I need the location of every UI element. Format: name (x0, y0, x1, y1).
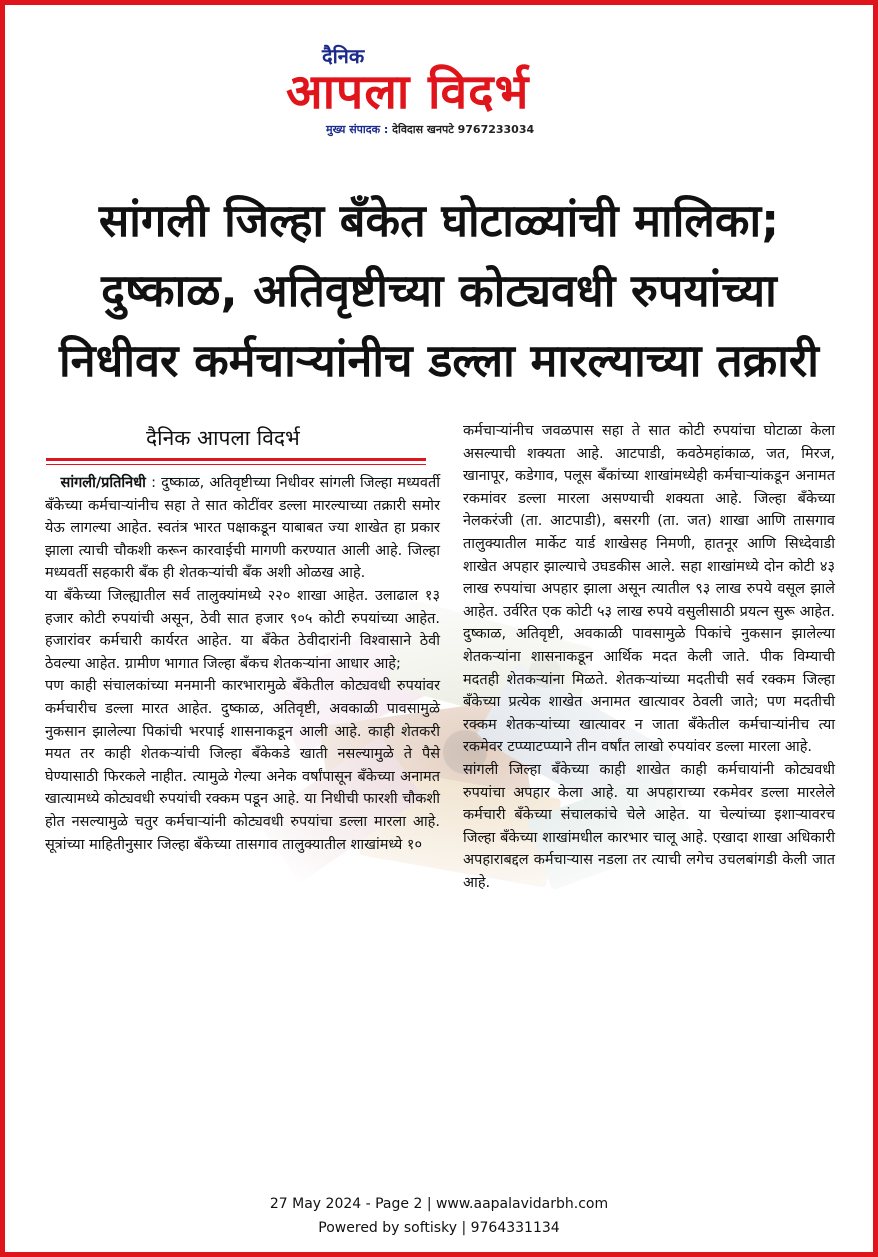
byline-rule (46, 458, 426, 461)
headline-line-1: सांगली जिल्हा बँकेत घोटाळ्यांची मालिका; (98, 194, 780, 247)
headline-line-3: निधीवर कर्मचाऱ्यांनीच डल्ला मारल्याच्या तक्रारी (59, 334, 819, 387)
paragraph (45, 472, 440, 585)
dateline: सांगली/प्रतिनिधी (60, 475, 146, 491)
headline (40, 186, 838, 396)
article-right-column (463, 420, 835, 894)
byline-rule-thin (46, 464, 426, 465)
footer-powered-by: Powered by softisky | 9764331134 (318, 1220, 560, 1236)
headline-line-2: दुष्काळ, अतिवृष्टीच्या कोट्यवधी रुपयांच्या (101, 264, 777, 317)
paragraph: या बँकेच्या जिल्ह्यातील सर्व तालुक्यांमध्ये २२० शाखा आहेत. उलाढाल १३ हजार कोटी रुपयांची असून, ठेवी सात हजार ९०५ कोटी रुपयांच्या आहेत. हजारांवर कर्मचारी कार्यरत आहेत. या बँकेत ठेवीदारांनी विश्वासाने ठेवी ठेवल्या आहेत. ग्रामीण भागात जिल्हा बँकच शेतकऱ्यांना आधार आहे; (45, 587, 440, 672)
paragraph: पण काही संचालकांच्या मनमानी कारभारामुळे बँकेतील कोट्यवधी रुपयांवर कर्मचारीच डल्ला मारत आहेत. दुष्काळ, अतिवृष्टी, अवकाळी पावसामुळे नुकसान झालेल्या पिकांची भरपाई शासनाकडून आली आहे. काही शेतकरी मयत तर काही शेतकऱ्यांची जिल्हा बँकेकडे खाती नसल्यामुळे ते पैसे घेण्यासाठी फिरकले नाहीत. त्यामुळे गेल्या अनेक वर्षांपासून बँकेच्या अनामत खात्यामध्ये कोट्यवधी रुपयांची रक्कम पडून आहे. या निधीची फारशी चौकशी होत नसल्यामुळे चतुर कर्मचाऱ्यांनी कोट्यवधी रुपयांचा डल्ला मारला आहे. सूत्रांच्या माहितीनुसार जिल्हा बँकेच्या तासगाव तालुक्यातील शाखांमध्ये १० (45, 678, 440, 853)
editor-line (326, 122, 534, 137)
editor-name: देविदास खनपटे 9767233034 (392, 123, 535, 136)
masthead-small-title: दैनिक (322, 44, 365, 68)
paragraph-text: : दुष्काळ, अतिवृष्टीच्या निधीवर सांगली जिल्हा मध्यवर्ती बँकेच्या कर्मचाऱ्यांनीच सहा ते सात कोटींवर डल्ला मारल्याच्या तक्रारी समोर येऊ लागल्या आहेत. स्वतंत्र भारत पक्षाकडून याबाबत ज्या शाखेत हा प्रकार झाला त्याची चौकशी करून कारवाईची मागणी करण्यात आली आहे. जिल्हा मध्यवर्ती सहकारी बँक ही शेतकऱ्यांची बँक अशी ओळख आहे. (45, 475, 440, 582)
masthead-title: आपला विदर्भ (286, 64, 530, 120)
editor-label: मुख्य संपादक : (326, 123, 389, 136)
footer-date-line: 27 May 2024 - Page 2 | www.aapalavidarbh.com (269, 1196, 609, 1212)
article-left-column (45, 472, 440, 856)
paragraph: कर्मचाऱ्यांनीच जवळपास सहा ते सात कोटी रुपयांचा घोटाळा केला असल्याची शक्यता आहे. आटपाडी, कवठेमहांकाळ, जत, मिरज, खानापूर, कडेगाव, पलूस बँकांच्या शाखांमध्येही कर्मचाऱ्यांकडून अनामत रकमांवर डल्ला मारला असण्याची शक्यता आहे. जिल्हा बँकेच्या नेलकरंजी (ता. आटपाडी), बसरगी (ता. जत) शाखा आणि तासगाव तालुक्यातील मार्केट यार्ड शाखेसह निमणी, हातनूर आणि सिध्देवाडी शाखेत अपहार झाल्याचे उघडकीस आले. सहा शाखांमध्ये दोन कोटी ४३ लाख रुपयांचा अपहार झाला असून त्यातील ९३ लाख रुपये वसूल झाले आहेत. उर्वरित एक कोटी ५३ लाख रुपये वसुलीसाठी प्रयत्न सुरू आहेत. दुष्काळ, अतिवृष्टी, अवकाळी पावसामुळे पिकांचे नुकसान झालेल्या शेतकऱ्यांना शासनाकडून आर्थिक मदत केली जाते. पीक विम्याची मदतही शेतकऱ्यांना मिळते. शेतकऱ्यांच्या मदतीची सर्व रक्कम जिल्हा बँकेच्या प्रत्येक शाखेत अनामत खात्यावर ठेवली जाते; पण मदतीची रक्कम शेतकऱ्यांच्या खात्यावर न जाता बँकेतील कर्मचाऱ्यांनीच त्या रकमेवर टप्प्याटप्प्याने तीन वर्षांत लाखो रुपयांवर डल्ला मारला आहे. (463, 423, 835, 756)
byline: दैनिक आपला विदर्भ (146, 426, 300, 450)
paragraph: सांगली जिल्हा बँकेच्या काही शाखेत काही कर्मचायांनी कोट्यवधी रुपयांचा अपहार केला आहे. या अपहाराच्या रकमेवर डल्ला मारलेले कर्मचारी बँकेच्या संचालकांचे चेले आहेत. या चेल्यांच्या इशाऱ्यावरच जिल्हा बँकेच्या शाखांमधील कारभार चालू आहे. एखादा शाखा अधिकारी अपहाराबद्दल कर्मचाऱ्यास नडला तर त्याची लगेच उचलबांगडी केली जात आहे. (463, 761, 835, 891)
